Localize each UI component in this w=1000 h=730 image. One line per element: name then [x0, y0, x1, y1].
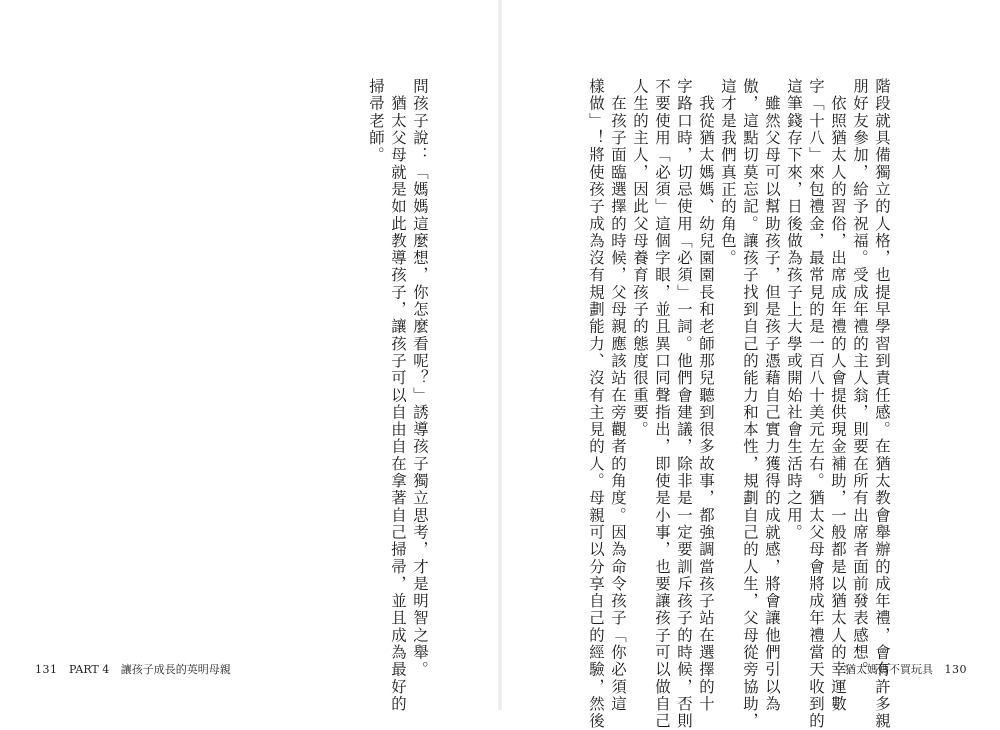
page-number: 131 — [35, 663, 58, 676]
text-line: 階段就具備獨立的人格，也提早學習到責任感。在猶太教會舉辦的成年禮，會有許多親 — [873, 78, 891, 730]
part-label: PART 4 — [69, 663, 110, 676]
page-gutter — [498, 0, 502, 710]
text-line: 在孩子面臨選擇的時候，父母親應該站在旁觀者的角度。因為命令孩子「你必須這 — [609, 78, 627, 713]
page-number: 130 — [944, 663, 967, 676]
text-line: 猶太父母就是如此教導孩子，讓孩子可以自由自在拿著自己掃帚，並且成為最好的 — [389, 78, 407, 713]
right-page-footer — [845, 661, 975, 677]
text-line: 雖然父母可以幫助孩子，但是孩子憑藉自己實力獲得的成就感，將會讓他們引以為 — [763, 78, 781, 713]
text-line: 我從猶太媽媽、幼兒園園長和老師那兒聽到很多故事，都強調當孩子站在選擇的十 — [697, 78, 715, 713]
text-line: 樣做」！將使孩子成為沒有規劃能力、沒有主見的人。母親可以分享自己的經驗，然後 — [587, 78, 605, 730]
text-line: 朋好友參加，給予祝福。受成年禮的主人翁，則要在所有出席者面前發表感想。 — [851, 78, 869, 679]
left-page-text — [365, 78, 431, 713]
text-line: 不要使用「必須」這個字眼，並且異口同聲指出，即使是小事，也要讓孩子可以做自己 — [653, 78, 671, 730]
text-line: 這才是我們真正的角色。 — [719, 78, 737, 267]
chapter-title: 讓孩子成長的英明母親 — [120, 663, 231, 676]
text-line: 這筆錢存下來，日後做為孩子上大學或開始社會生活時之用。 — [785, 78, 803, 542]
text-line: 字路口時，切忌使用「必須」一詞。他們會建議，除非是一定要訓斥孩子的時候，否則 — [675, 78, 693, 730]
left-page-footer — [35, 661, 239, 677]
text-line: 掃帚老師。 — [367, 78, 385, 164]
text-line: 傲，這點切莫忘記。讓孩子找到自己的能力和本性，規劃自己的人生，父母從旁協助， — [741, 78, 759, 730]
text-line: 依照猶太人的習俗，出席成年禮的人會提供現金補助，一般都是以猶太人的幸運數 — [829, 78, 847, 713]
text-line: 字「十八」來包禮金，最常見的是一百八十美元左右。猶太父母會將成年禮當天收到的 — [807, 78, 825, 730]
book-title: 猶太媽媽不買玩具 — [845, 663, 933, 676]
text-line: 人生的主人，因此父母養育孩子的態度很重要。 — [631, 78, 649, 439]
text-line: 問孩子說：「媽媽這麼想，你怎麼看呢？」誘導孩子獨立思考，才是明智之舉。 — [411, 78, 429, 679]
